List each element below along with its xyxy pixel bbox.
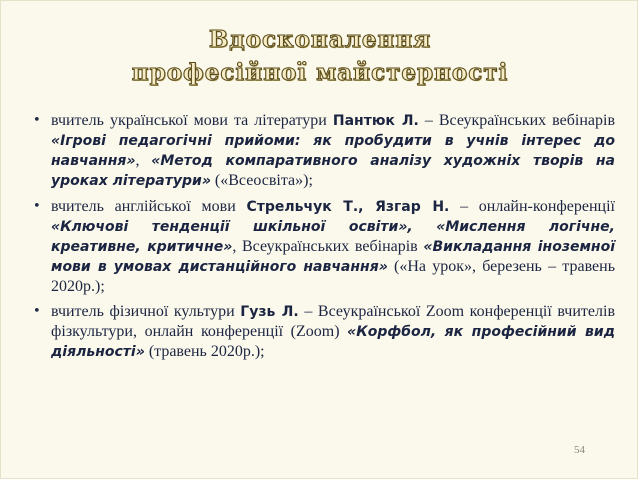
bullet-item-strelchuk-yazgar [29,197,615,296]
event-topic: «Ігрові педагогічні прийоми: як пробудити в учнів інтерес до навчання» [51,133,615,169]
text-segment: вчитель фізичної культури [51,303,241,320]
text-segment: вчитель української мови та літератури [51,112,333,129]
text-segment: («На урок», березень – травень 2020р.); [51,258,615,295]
text-segment: («Всеосвіта»); [210,172,313,189]
bullet-icon: • [33,199,41,214]
text-segment: – Всеукраїнських вебінарів [418,112,615,129]
text-segment: , Всеукраїнських вебінарів [232,238,424,255]
bullet-text [51,197,615,296]
page-number: 54 [574,444,585,456]
text-segment: – онлайн-конференції [449,198,615,215]
event-topic: «Викладання іноземної мови в умовах дистанційного навчання» [51,239,616,275]
event-topic: «Метод компаративного аналізу художніх творів на уроках літератури» [51,153,616,189]
bullet-item-pantiuk [29,111,615,191]
event-topic: «Корфбол, як професійний вид діяльності» [51,324,616,360]
bullet-item-guz [29,302,615,362]
text-segment: , [135,152,152,169]
slide-title-line-2: професійної майстерності [131,59,509,86]
bullet-icon: • [33,113,41,128]
slide-title [1,23,638,89]
text-segment: вчитель англійської мови [51,198,247,215]
bullet-list [29,111,615,368]
text-segment: – Всеукраїнської Zoom конференції вчителів фізкультури, онлайн конференції (Zoom) [51,303,615,340]
teacher-name: Стрельчук Т., Язгар Н. [246,199,450,215]
bullet-text [51,302,615,362]
bullet-icon: • [33,304,41,319]
text-segment: (травень 2020р.); [144,343,265,360]
event-topic: «Ключові тенденції шкільної освіти», «Мислення логічне, креативне, критичне» [51,219,615,255]
bullet-text [51,111,615,191]
teacher-name: Пантюк Л. [332,113,419,129]
teacher-name: Гузь Л. [240,304,299,320]
slide-title-line-1: Вдосконалення [208,26,432,53]
